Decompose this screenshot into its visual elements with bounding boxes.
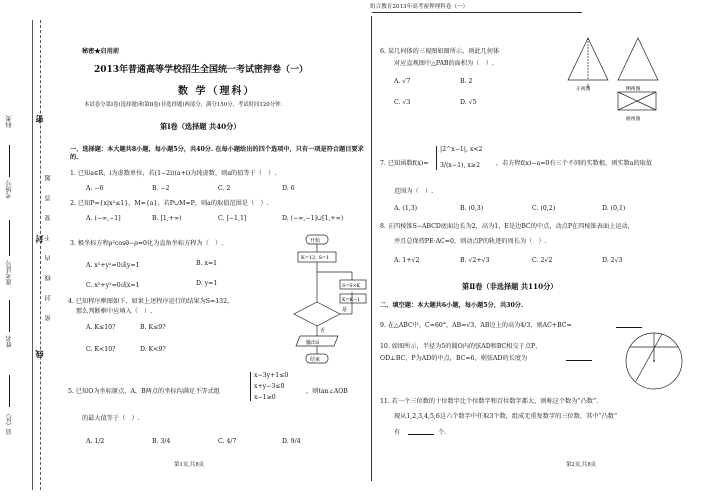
binding-dashed-line — [40, 20, 41, 490]
q5-inequality: x−3y+1≤0 — [254, 372, 289, 379]
left-page-footer: 第1页,共8页 — [174, 462, 205, 468]
q2-option-d[interactable]: D. (−∞,−1]∪[1,+∞) — [282, 215, 344, 222]
q8-option-c[interactable]: C. 2√2 — [532, 257, 553, 264]
q5-option-b[interactable]: B. 3/4 — [152, 438, 171, 445]
question-3: 3. 极坐标方程ρ²cosθ−ρ=0化为直角坐标方程为（ ）. — [70, 240, 224, 247]
question-11-suffix: 个. — [438, 429, 447, 436]
q7-piecewise — [436, 146, 482, 170]
school-label: 考场号 — [6, 180, 13, 199]
q4-option-a[interactable]: A. K≤10? — [86, 324, 116, 331]
question-2: 2. 已知P={x|x²≤1}，M={a}，若P∪M=P，则a的取值范围是（ ）. — [70, 200, 269, 207]
seal-char: 题 — [45, 175, 52, 182]
flow-output-text: 输出S — [306, 340, 320, 346]
seal-char: 要 — [45, 215, 52, 222]
question-6-cont: 对应直观图中△PAB的面积为（ ）. — [394, 60, 494, 67]
question-5: 5. 已知O为坐标原点，A，B两点的坐标均满足不等式组 — [68, 388, 220, 395]
question-7-tail: ，若方程f(x)−a=0有三个不同的实数根，则实数a的取值 — [496, 160, 653, 167]
flow-yes-label: 是 — [342, 307, 348, 313]
q7-piece: |2^x−1|, x<2 — [440, 146, 483, 153]
exam-title: 2013年普通高等学校招生全国统一考试密押卷（一） — [94, 65, 309, 75]
q5-inequality: x+y−3≤0 — [254, 382, 285, 390]
question-8: 8. 正四棱锥S−ABCD底面边长为2，高为1，E是边BC的中点，动点P在四棱锥表面上运动， — [380, 223, 634, 230]
seal-mark-top: 密 — [34, 115, 44, 123]
q7-option-c[interactable]: C. (0,2) — [532, 205, 556, 212]
q4-option-b[interactable]: B. K≤9? — [140, 324, 166, 331]
question-7-cont: 范围为（ ）. — [394, 188, 434, 195]
question-10: 10. 如图所示，半径为5的圆O内的弦AD和BC相交于点P， — [380, 343, 542, 350]
binding-line — [32, 20, 33, 490]
q11-answer-blank[interactable] — [408, 429, 434, 435]
q6-option-d[interactable]: D. √5 — [460, 99, 477, 106]
q4-option-d[interactable]: D. K<9? — [140, 346, 166, 353]
q3-option-a[interactable]: A. x²+y²=0或y=1 — [86, 262, 140, 269]
question-1: 1. 已知a∈R，i为虚数单位，若(1−2i)(a+i)为纯虚数，则a的值等于（ ）. — [70, 170, 277, 177]
q5-inequality-system — [250, 372, 288, 401]
part2-title: 第Ⅱ卷（非选择题 共110分） — [462, 282, 558, 291]
question-6: 6. 某几何体的三视图如图所示，则此几何体 — [380, 48, 500, 55]
q3-option-b[interactable]: B. x=1 — [196, 260, 218, 267]
school-field[interactable] — [9, 145, 10, 177]
page-header: 组合教育2013年高考密押理科卷（一） — [370, 4, 469, 10]
q1-option-b[interactable]: B. −2 — [152, 185, 170, 192]
q7-option-b[interactable]: B. (0,3) — [460, 205, 484, 212]
question-11-cont: 现从1,2,3,4,5,6这六个数字中任取3个数，组成无重复数字的三位数，其中“凸数” — [394, 413, 618, 420]
q7-option-d[interactable]: D. (0,1) — [602, 205, 626, 212]
q8-option-a[interactable]: A. 1+√2 — [394, 257, 420, 264]
name-label: 姓名 — [6, 335, 13, 348]
flow-multiply-text: S=S×K — [342, 284, 361, 289]
chord-ad — [636, 334, 662, 381]
seal-mark-bot: 线 — [34, 350, 44, 358]
flow-init-text: K=12, S=1 — [301, 255, 330, 261]
question-4: 4. 已知程序框图如下，如果上述程序运行的结果为S=132， — [68, 298, 234, 305]
secret-label: 秘密★启用前 — [82, 48, 120, 55]
county-field[interactable] — [9, 375, 10, 407]
q6-option-b[interactable]: B. 2 — [460, 78, 473, 85]
exam-note: 本试卷分第Ⅰ卷(选择题)和第Ⅱ卷(非选择题)两部分，满分150分，考试时间120分钟. — [84, 102, 283, 108]
q10-answer-blank[interactable] — [566, 355, 592, 361]
question-11-prefix: 有 — [394, 429, 401, 436]
q1-option-d[interactable]: D. 6 — [282, 185, 295, 192]
program-flowchart — [290, 232, 370, 372]
right-page-footer: 第2页,共8页 — [566, 462, 597, 468]
seal-char: 线 — [45, 275, 52, 282]
question-5-tail: ，则tan∠AOB — [306, 388, 348, 395]
question-4-cont: 那么判断框中应填入（ ）. — [76, 308, 153, 315]
q8-option-b[interactable]: B. √2+√3 — [460, 257, 490, 264]
side-view-label: 侧视图 — [626, 87, 641, 92]
q3-option-c[interactable]: C. x²+y²=0或x=1 — [86, 282, 140, 289]
q1-option-a[interactable]: A. −6 — [86, 185, 104, 192]
column-divider — [371, 16, 372, 481]
q2-option-c[interactable]: C. [−1,1] — [218, 215, 247, 222]
three-view-diagram — [560, 32, 685, 127]
q6-option-a[interactable]: A. √7 — [394, 78, 411, 85]
subject-title: 数 学（理科） — [178, 86, 256, 97]
question-5-cont: 的最大值等于（ ）. — [82, 415, 140, 422]
flow-decrement-text: K=K−1 — [342, 298, 361, 303]
seat-label: 科类 — [6, 115, 13, 128]
q8-option-d[interactable]: D. 2√3 — [602, 257, 623, 264]
question-10-cont: OD⊥BC，P为AD的中点，BC=6，则弦AD的长度为 — [380, 355, 528, 362]
q5-inequality: x−1≥0 — [254, 393, 276, 401]
circle-diagram — [616, 325, 692, 395]
seal-char: 封 — [45, 295, 52, 302]
part1-title: 第Ⅰ卷（选择题 共40分） — [160, 122, 241, 131]
q7-piece: 3/(x−1), x≥2 — [440, 161, 481, 169]
q1-option-c[interactable]: C. 2 — [218, 185, 231, 192]
flow-decision-node — [294, 302, 340, 326]
flow-start-text: 开始 — [310, 238, 321, 244]
section1-instructions: 一、选择题：本大题共8小题，每小题5分，共40分. 在每小题给出的四个选项中，只有一项是符合题目要求的. — [70, 146, 364, 161]
top-view-label: 俯视图 — [626, 117, 641, 122]
q5-option-c[interactable]: C. 4/7 — [218, 438, 237, 445]
question-11: 11. 若一个三位数的十位数字比个位数字和百位数字都大，则称这个数为“凸数”. — [380, 398, 599, 405]
flow-end-text: 结束 — [310, 357, 321, 363]
q5-option-d[interactable]: D. 9/4 — [282, 438, 301, 445]
seal-char: 答 — [45, 195, 52, 202]
seal-char: 内 — [45, 255, 52, 262]
seal-char: 密 — [45, 315, 52, 322]
q6-option-c[interactable]: C. √3 — [394, 99, 411, 106]
seal-mark-mid: 封 — [34, 235, 44, 243]
q2-option-a[interactable]: A. (−∞,−1] — [86, 215, 121, 222]
q2-option-b[interactable]: B. [1,+∞) — [152, 215, 182, 222]
seal-char: 不 — [45, 235, 52, 242]
side-view-shape — [618, 38, 658, 80]
q4-option-c[interactable]: C. K<10? — [86, 346, 116, 353]
flow-no-label: 否 — [320, 328, 326, 334]
question-7: 7. 已知函数f(x)= — [380, 160, 429, 167]
name-field[interactable] — [9, 300, 10, 332]
county-label: 县（区） — [6, 410, 13, 435]
admission-field[interactable] — [9, 220, 10, 256]
question-8-cont: 并且总保持PE·AC=0，则动点P的轨迹的周长为（ ）. — [394, 238, 547, 245]
q3-option-d[interactable]: D. y=1 — [196, 280, 218, 287]
admission-label: 准考证号 — [6, 260, 13, 285]
front-view-label: 正视图 — [576, 87, 591, 92]
q5-option-a[interactable]: A. 1/2 — [86, 438, 105, 445]
question-9: 9. 在△ABC中，C=60°，AB=√3，AB边上的高为4/3，则AC+BC= — [380, 322, 572, 329]
section2-instructions: 二、填空题：本大题共6小题，每小题5分，共30分. — [380, 302, 524, 309]
q7-option-a[interactable]: A. (1,3) — [394, 205, 418, 212]
